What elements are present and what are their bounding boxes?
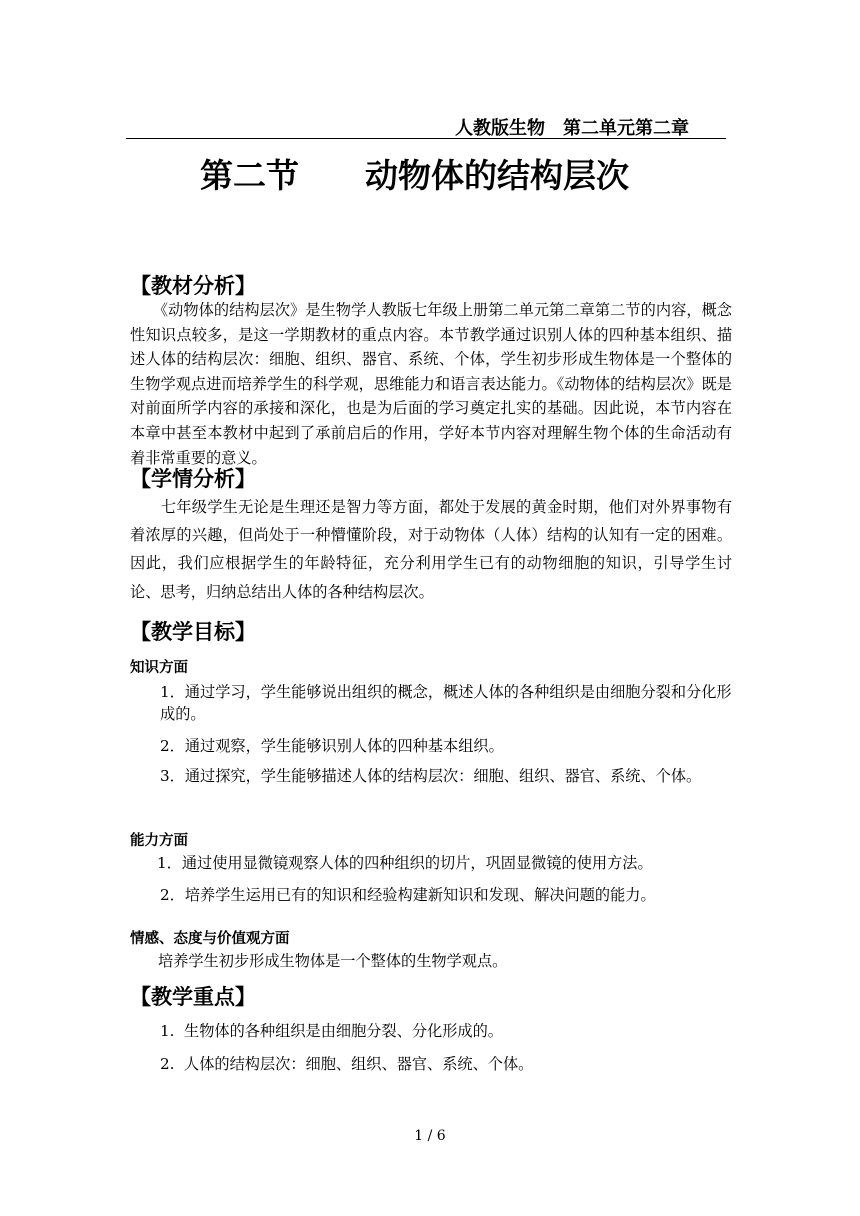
student-analysis-text: 七年级学生无论是生理还是智力等方面，都处于发展的黄金时期，他们对外界事物有着浓厚的兴趣，但尚处于一种懵懂阶段，对于动物体（人体）结构的认知有一定的困难。因此，我们应根据学生的年龄特征，充分利用学生已有的动物细胞的知识，引导学生讨论、思考，归纳总结出人体的各种结构层次。 [130,498,732,601]
list-item [160,735,732,757]
list-number: 2． [160,737,185,755]
page-title: 第二节 动物体的结构层次 [200,156,629,195]
list-item [160,681,732,725]
list-text: 培养学生运用已有的知识和经验构建新知识和发现、解决问题的能力。 [184,886,656,904]
attitude-subheading: 情感、态度与价值观方面 [130,931,290,947]
list-number: 1. [160,1022,175,1040]
list-number: 2． [160,886,185,904]
section-heading-goals: 【教学目标】 [130,620,256,644]
list-item [160,1053,732,1075]
list-text: 通过观察，学生能够识别人体的四种基本组织。 [184,737,504,755]
attitude-text: 培养学生初步形成生物体是一个整体的生物学观点。 [158,952,508,970]
textbook-analysis-text: 《动物体的结构层次》是生物学人教版七年级上册第二单元第二章第二节的内容，概念性知识点较多，是这一学期教材的重点内容。本节教学通过识别人体的四种基本组织、描述人体的结构层次：细胞、组织、器官、系统、个体，学生初步形成生物体是一个整体的生物学观点进而培养学生的科学观，思维能力和语言表达能力。《动物体的结构层次》既是对前面所学内容的承接和深化，也是为后面的学习奠定扎实的基础。因此说，本节内容在本章中甚至本教材中起到了承前启后的作用，学好本节内容对理解生物个体的生命活动有着非常重要的意义。 [130,301,732,467]
list-text: 通过使用显微镜观察人体的四种组织的切片，巩固显微镜的使用方法。 [181,854,653,872]
list-item [157,852,737,874]
list-item [160,884,740,906]
header-rule [126,138,726,139]
list-item [160,765,732,787]
section-heading-students: 【学情分析】 [130,467,256,491]
section-heading-textbook: 【教材分析】 [130,274,256,298]
list-number: 2. [160,1055,175,1073]
running-header: 人教版生物 第二单元第二章 [455,118,689,139]
knowledge-subheading: 知识方面 [130,660,188,676]
list-text: 通过探究，学生能够描述人体的结构层次：细胞、组织、器官、系统、个体。 [184,767,702,785]
list-number: 1． [160,683,185,701]
list-text: 人体的结构层次：细胞、组织、器官、系统、个体。 [184,1055,534,1073]
list-text: 生物体的各种组织是由细胞分裂、分化形成的。 [184,1022,503,1040]
ability-subheading: 能力方面 [130,833,188,849]
list-text: 通过学习，学生能够说出组织的概念，概述人体的各种组织是由细胞分裂和分化形成的。 [160,683,732,723]
list-number: 3． [160,767,185,785]
section-heading-keypoints: 【教学重点】 [130,985,256,1009]
list-item [160,1020,732,1042]
list-number: 1． [157,854,182,872]
page-number: 1 / 6 [414,1128,446,1144]
